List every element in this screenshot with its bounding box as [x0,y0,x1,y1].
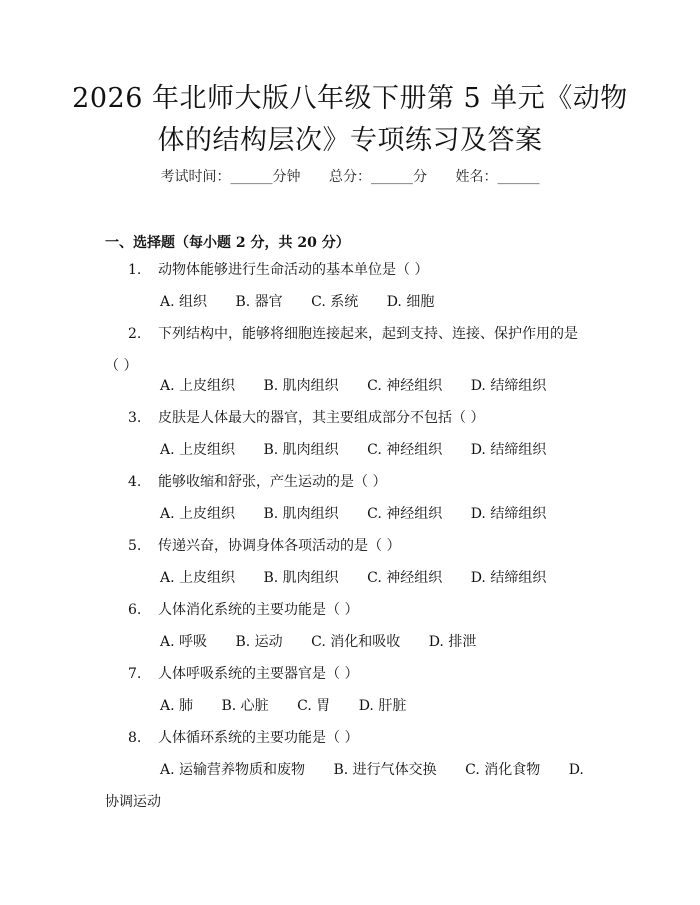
option-a: A. 上皮组织 [160,570,236,586]
option-d: D. 协调运动 [105,762,584,810]
option-d: D. 结缔组织 [470,378,547,394]
option-a: A. 上皮组织 [160,378,236,394]
title-line-2: 体的结构层次》专项练习及答案 [157,125,543,156]
option-b: B. 肌肉组织 [263,506,339,522]
option-a: A. 上皮组织 [160,506,236,522]
question-number: 4. [128,474,142,490]
section-heading: 一、选择题（每小题 2 分，共 20 分） [105,235,350,251]
question-stem: 传递兴奋，协调身体各项活动的是（ ） [158,538,401,554]
title-line-1: 2026 年北师大版八年级下册第 5 单元《动物 [72,83,628,114]
option-d: D. 结缔组织 [470,442,547,458]
option-b: B. 运动 [235,634,283,650]
exam-meta [0,166,700,186]
question-4 [105,466,580,498]
question-number: 6. [128,602,142,618]
option-c: C. 神经组织 [367,442,443,458]
question-stem: 人体循环系统的主要功能是（ ） [158,730,359,746]
question-6-options [160,626,580,658]
question-5-options [160,562,580,594]
question-1 [105,254,580,286]
question-stem: 人体呼吸系统的主要器官是（ ） [158,666,359,682]
option-c: C. 神经组织 [367,378,443,394]
question-number: 7. [128,666,142,682]
question-number: 2. [128,326,142,342]
question-number: 5. [128,538,142,554]
question-3-options [160,434,580,466]
option-b: B. 肌肉组织 [263,442,339,458]
option-c: C. 神经组织 [367,570,443,586]
question-stem: 下列结构中，能够将细胞连接起来，起到支持、连接、保护作用的是（ ） [105,326,578,374]
question-1-options [160,286,580,318]
exam-name: 姓名：______ [455,169,540,185]
option-c: C. 神经组织 [367,506,443,522]
option-b: B. 肌肉组织 [263,570,339,586]
question-number: 3. [128,410,142,426]
option-a: A. 肺 [160,698,194,714]
option-d: D. 排泄 [428,634,477,650]
option-d: D. 肝脏 [358,698,407,714]
option-c: C. 消化和吸收 [311,634,401,650]
exam-time: 考试时间：______分钟 [160,169,301,185]
question-stem: 动物体能够进行生命活动的基本单位是（ ） [158,262,429,278]
question-7 [105,658,580,690]
option-c: C. 消化食物 [465,762,541,778]
question-stem: 皮肤是人体最大的器官，其主要组成部分不包括（ ） [158,410,485,426]
question-8 [105,722,580,754]
option-d: D. 细胞 [386,294,435,310]
question-3 [105,402,580,434]
option-d: D. 结缔组织 [470,506,547,522]
option-a: A. 组织 [160,294,208,310]
question-number: 8. [128,730,142,746]
question-stem: 能够收缩和舒张，产生运动的是（ ） [158,474,387,490]
question-4-options [160,498,580,530]
exam-title [60,78,640,162]
question-stem: 人体消化系统的主要功能是（ ） [158,602,359,618]
option-c: C. 胃 [297,698,331,714]
option-a: A. 呼吸 [160,634,208,650]
option-c: C. 系统 [311,294,359,310]
option-b: B. 器官 [235,294,283,310]
question-8-options [105,754,585,818]
question-7-options [160,690,580,722]
option-b: B. 肌肉组织 [263,378,339,394]
exam-score: 总分：______分 [329,169,427,185]
option-a: A. 上皮组织 [160,442,236,458]
option-b: B. 进行气体交换 [333,762,437,778]
question-2-options [160,370,580,402]
question-number: 1. [128,262,142,278]
option-b: B. 心脏 [221,698,269,714]
option-d: D. 结缔组织 [470,570,547,586]
question-6 [105,594,580,626]
question-5 [105,530,580,562]
option-a: A. 运输营养物质和废物 [160,762,306,778]
